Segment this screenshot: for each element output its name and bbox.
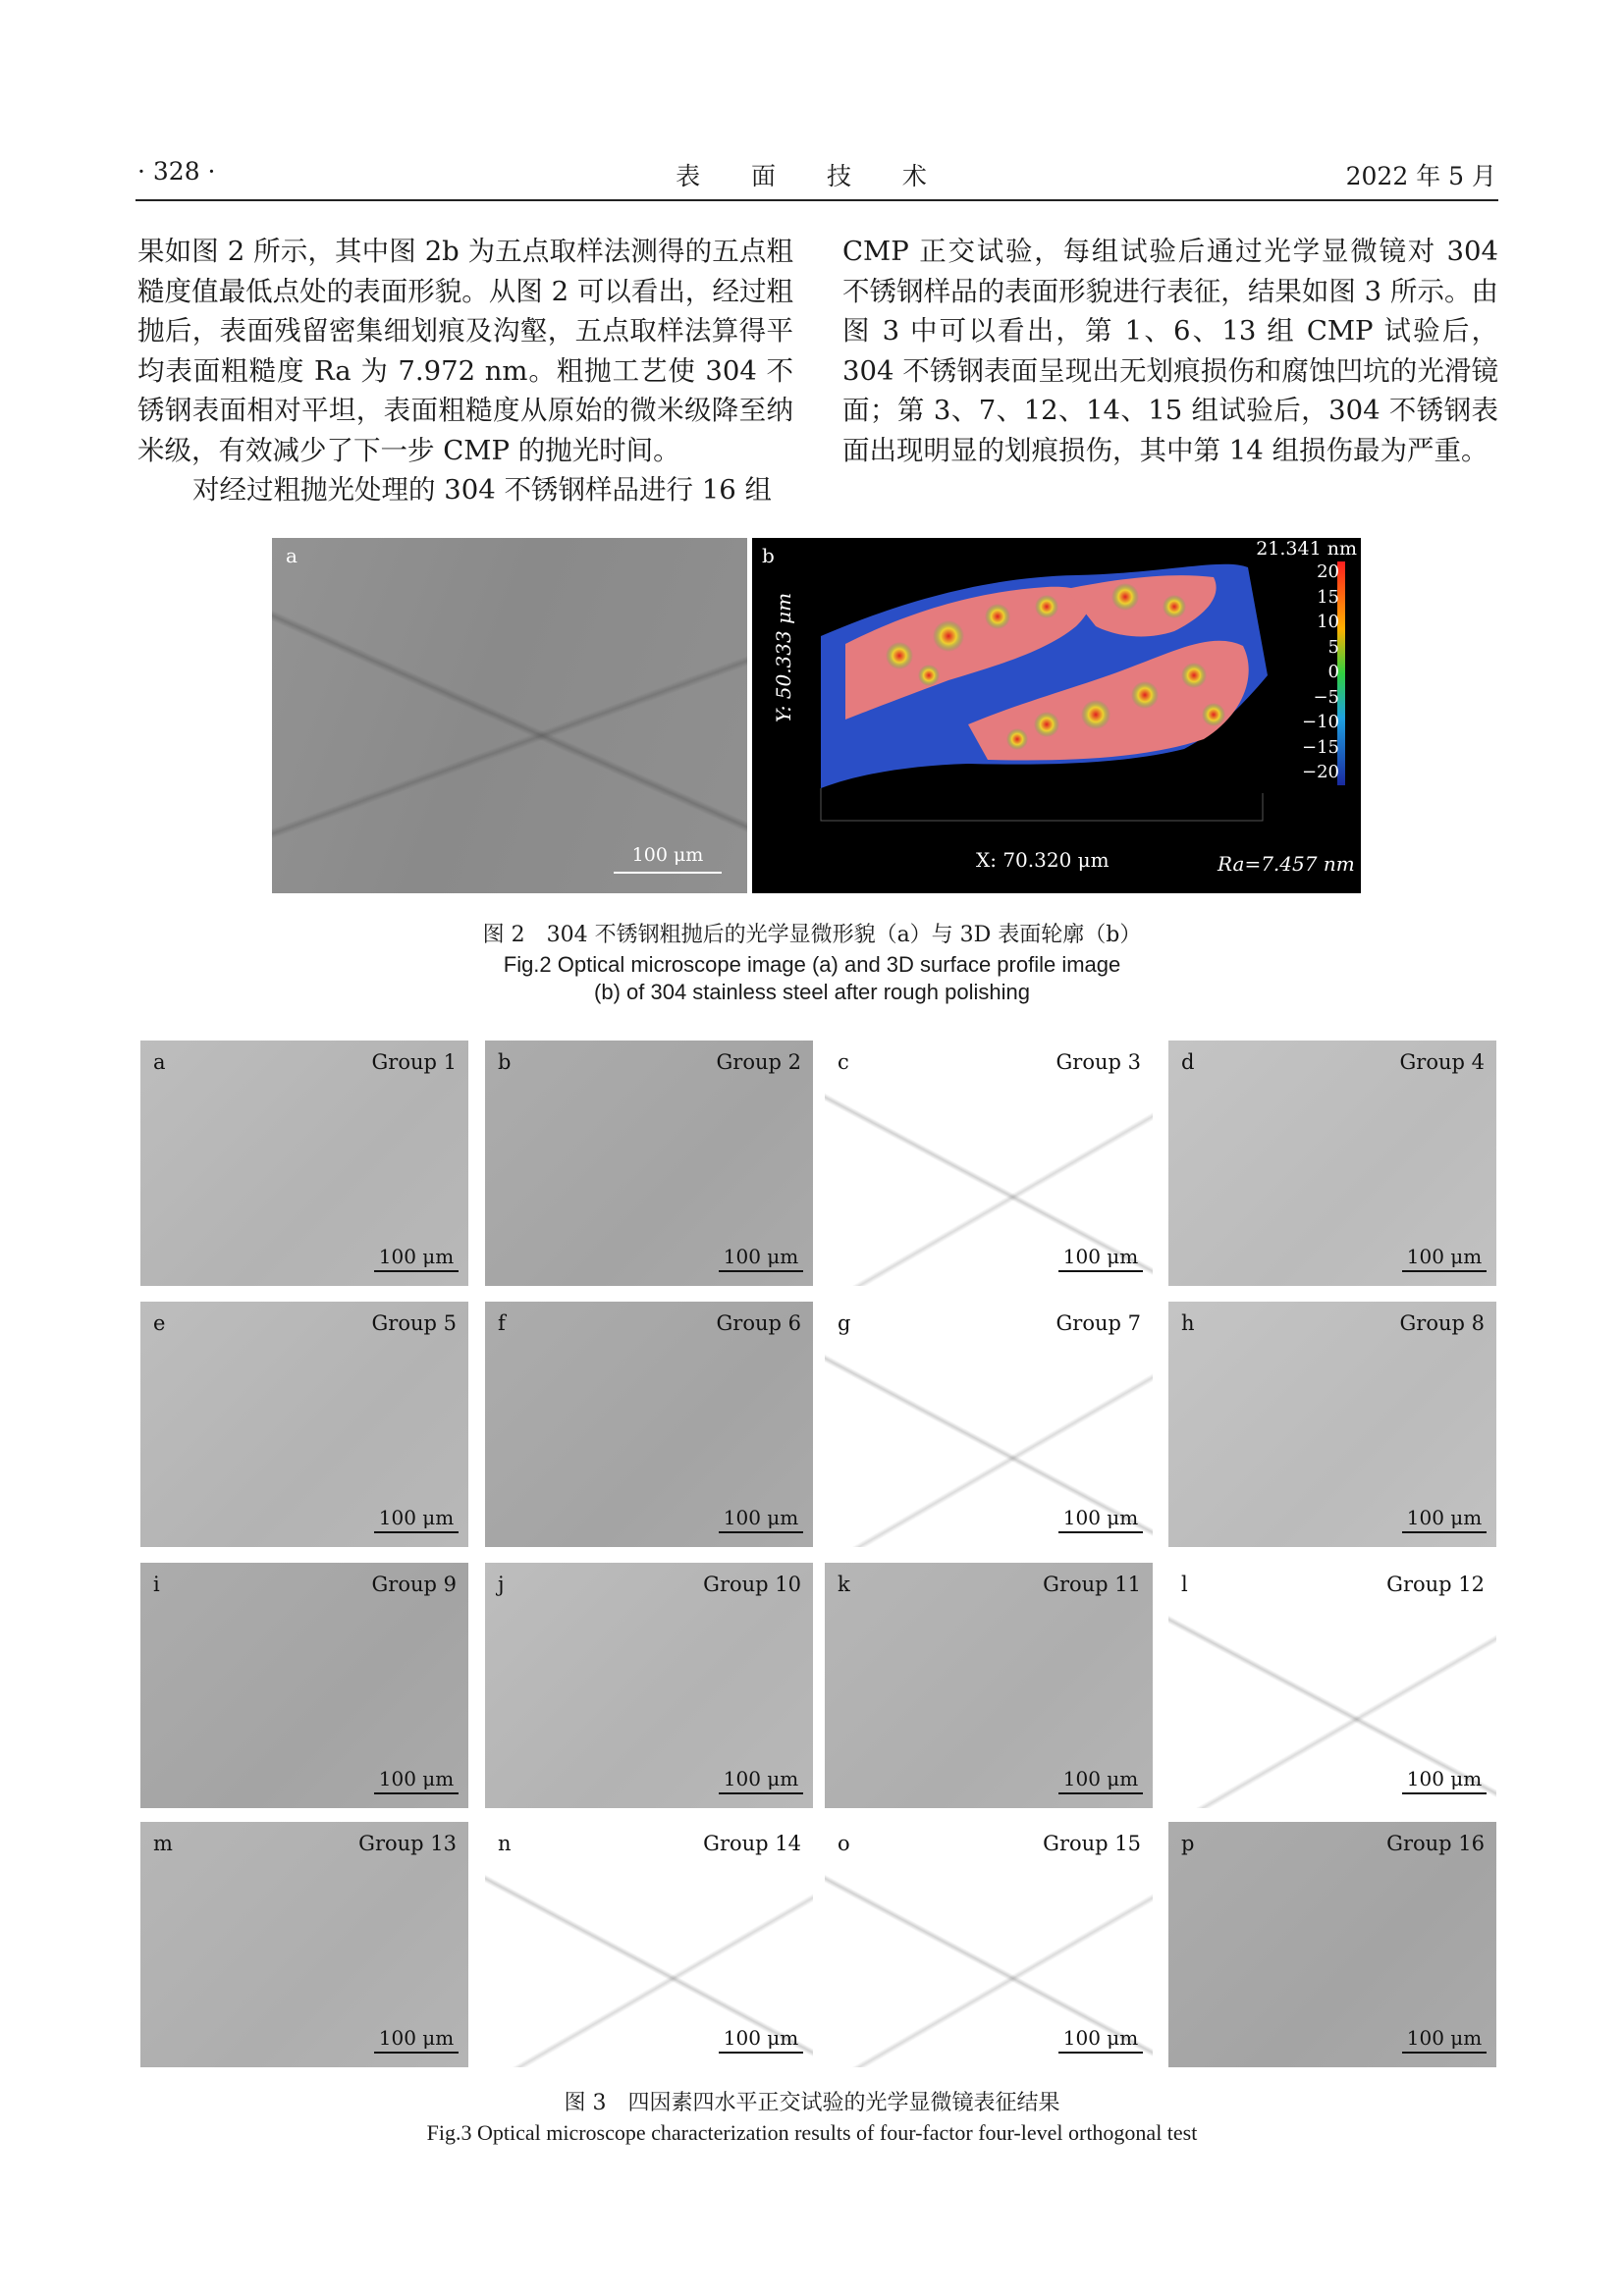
fig3-panel-k (825, 1563, 1153, 1808)
paragraph: 果如图 2 所示，其中图 2b 为五点取样法测得的五点粗糙度值最低点处的表面形貌。从图 2 可以看出，经过粗抛后，表面残留密集细划痕及沟壑，五点取样法算得平均表面粗糙度 Ra 为 7.972 nm。粗抛工艺使 304 不锈钢表面相对平坦，表面粗糙度从原始的微米级降至纳米级，有效减少了下一步 CMP 的抛光时间。 (137, 236, 793, 466)
scale-bar (1058, 1270, 1143, 1272)
surface-plot (752, 538, 1361, 893)
scale-label: 100 μm (1406, 1245, 1483, 1268)
fig3-panel-d (1168, 1041, 1496, 1286)
header-rule (135, 199, 1498, 201)
panel-group-label: Group 10 (703, 1573, 801, 1596)
scale-label: 100 μm (723, 1245, 799, 1268)
scale-bar (1058, 1792, 1143, 1794)
fig3-panel-i (140, 1563, 468, 1808)
fig3-panel-a (140, 1041, 468, 1286)
fig2-panel-a-micrograph (272, 538, 747, 893)
scale-bar (719, 1792, 803, 1794)
colorbar-tick: 15 (1317, 586, 1339, 608)
fig3-caption-en: Fig.3 Optical microscope characterization results of four-factor four-level orthogonal test (426, 2120, 1198, 2145)
fig3-caption-cn: 图 3 四因素四水平正交试验的光学显微镜表征结果 (564, 2091, 1060, 2115)
panel-letter: e (153, 1311, 166, 1335)
fig3-panel-f (485, 1302, 813, 1547)
text-column-left (137, 232, 793, 510)
panel-letter: n (498, 1832, 512, 1855)
panel-group-label: Group 16 (1386, 1832, 1485, 1855)
fig3-panel-m (140, 1822, 468, 2067)
panel-letter: a (153, 1050, 166, 1074)
scale-bar (719, 1531, 803, 1533)
scale-label: 100 μm (1062, 1245, 1139, 1268)
scale-bar (374, 1792, 459, 1794)
fig3-panel-o (825, 1822, 1153, 2067)
fig3-panel-e (140, 1302, 468, 1547)
scale-bar (374, 2052, 459, 2054)
panel-label: a (286, 544, 298, 567)
scale-label: 100 μm (631, 844, 704, 866)
colorbar-tick: 10 (1317, 612, 1339, 632)
x-axis-label: X: 70.320 μm (976, 848, 1110, 872)
panel-group-label: Group 15 (1043, 1832, 1141, 1855)
roughness-label: Ra=7.457 nm (1218, 852, 1355, 876)
page-number: · 328 · (137, 157, 216, 186)
fig2-caption-en: Fig.2 Optical microscope image (a) and 3D surface profile image (503, 952, 1121, 977)
scale-bar (1058, 1531, 1143, 1533)
fig3-panel-j (485, 1563, 813, 1808)
panel-group-label: Group 8 (1399, 1311, 1485, 1335)
scale-label: 100 μm (1406, 1506, 1483, 1529)
fig3-panel-b (485, 1041, 813, 1286)
scale-label: 100 μm (1406, 1767, 1483, 1790)
panel-group-label: Group 6 (716, 1311, 801, 1335)
scale-bar (374, 1270, 459, 1272)
colorbar-tick: 5 (1327, 636, 1339, 658)
scale-bar (1058, 2052, 1143, 2054)
scale-label: 100 μm (378, 1767, 455, 1790)
panel-group-label: Group 13 (358, 1832, 457, 1855)
panel-letter: l (1181, 1573, 1188, 1596)
scale-bar (1402, 1270, 1487, 1272)
panel-letter: g (838, 1311, 851, 1335)
scale-label: 100 μm (723, 2026, 799, 2050)
paragraph: CMP 正交试验，每组试验后通过光学显微镜对 304 不锈钢样品的表面形貌进行表征，结果如图 3 所示。由图 3 中可以看出，第 1、6、13 组 CMP 试验后，304 不锈钢表面呈现出无划痕损伤和腐蚀凹坑的光滑镜面；第 3、7、12、14、15 组试验后，304 不锈钢表面出现明显的划痕损伤，其中第 14 组损伤最为严重。 (842, 236, 1498, 466)
scale-bar (1402, 1531, 1487, 1533)
panel-group-label: Group 11 (1043, 1573, 1141, 1596)
colorbar-tick: −20 (1302, 762, 1339, 782)
panel-group-label: Group 4 (1399, 1050, 1485, 1074)
colorbar-tick: 20 (1317, 561, 1339, 582)
scale-label: 100 μm (723, 1506, 799, 1529)
panel-letter: k (838, 1573, 850, 1596)
panel-letter: j (498, 1573, 505, 1596)
scale-label: 100 μm (723, 1767, 799, 1790)
panel-group-label: Group 12 (1386, 1573, 1485, 1596)
scale-bar (1402, 1792, 1487, 1794)
colorbar-tick: −15 (1302, 736, 1339, 758)
issue-date: 2022 年 5 月 (1345, 162, 1496, 190)
panel-group-label: Group 14 (703, 1832, 801, 1855)
fig2-panel-b-3d-profile (752, 538, 1361, 893)
scale-bar (1402, 2052, 1487, 2054)
scale-bar (374, 1531, 459, 1533)
scale-label: 100 μm (1062, 2026, 1139, 2050)
fig2-caption-cn: 图 2 304 不锈钢粗抛后的光学显微形貌（a）与 3D 表面轮廓（b） (482, 923, 1142, 947)
panel-letter: m (153, 1832, 173, 1855)
panel-group-label: Group 3 (1056, 1050, 1141, 1074)
fig3-panel-c (825, 1041, 1153, 1286)
panel-letter: p (1181, 1832, 1195, 1855)
colorbar-tick: −10 (1302, 712, 1339, 732)
fig3-panel-n (485, 1822, 813, 2067)
scale-label: 100 μm (1062, 1506, 1139, 1529)
panel-letter: b (498, 1050, 512, 1074)
panel-letter: d (1181, 1050, 1195, 1074)
fig2-caption-en: (b) of 304 stainless steel after rough polishing (594, 980, 1030, 1004)
panel-letter: o (838, 1832, 850, 1855)
panel-group-label: Group 9 (371, 1573, 457, 1596)
scale-label: 100 μm (378, 1506, 455, 1529)
colorbar-ticks (1300, 560, 1339, 785)
scale-label: 100 μm (1062, 1767, 1139, 1790)
fig3-panel-l (1168, 1563, 1496, 1808)
journal-title: 表 面 技 术 (676, 162, 948, 190)
panel-letter: i (153, 1573, 160, 1596)
fig3-panel-p (1168, 1822, 1496, 2067)
scale-bar (614, 872, 722, 874)
panel-group-label: Group 2 (716, 1050, 801, 1074)
max-height-label: 21.341 nm (1256, 538, 1357, 560)
colorbar-tick: −5 (1313, 686, 1339, 708)
panel-letter: f (498, 1311, 506, 1335)
colorbar-tick: 0 (1327, 662, 1339, 682)
fig3-panel-g (825, 1302, 1153, 1547)
panel-group-label: Group 7 (1056, 1311, 1141, 1335)
panel-letter: c (838, 1050, 849, 1074)
text-column-right (842, 232, 1498, 470)
paragraph: 对经过粗抛光处理的 304 不锈钢样品进行 16 组 (192, 474, 772, 506)
y-axis-label: Y: 50.333 μm (772, 592, 795, 723)
panel-group-label: Group 5 (371, 1311, 457, 1335)
scale-bar (719, 1270, 803, 1272)
fig3-panel-h (1168, 1302, 1496, 1547)
panel-group-label: Group 1 (371, 1050, 457, 1074)
scale-label: 100 μm (1406, 2026, 1483, 2050)
scale-label: 100 μm (378, 2026, 455, 2050)
panel-letter: h (1181, 1311, 1195, 1335)
scale-label: 100 μm (378, 1245, 455, 1268)
scale-bar (719, 2052, 803, 2054)
panel-label: b (762, 544, 775, 567)
